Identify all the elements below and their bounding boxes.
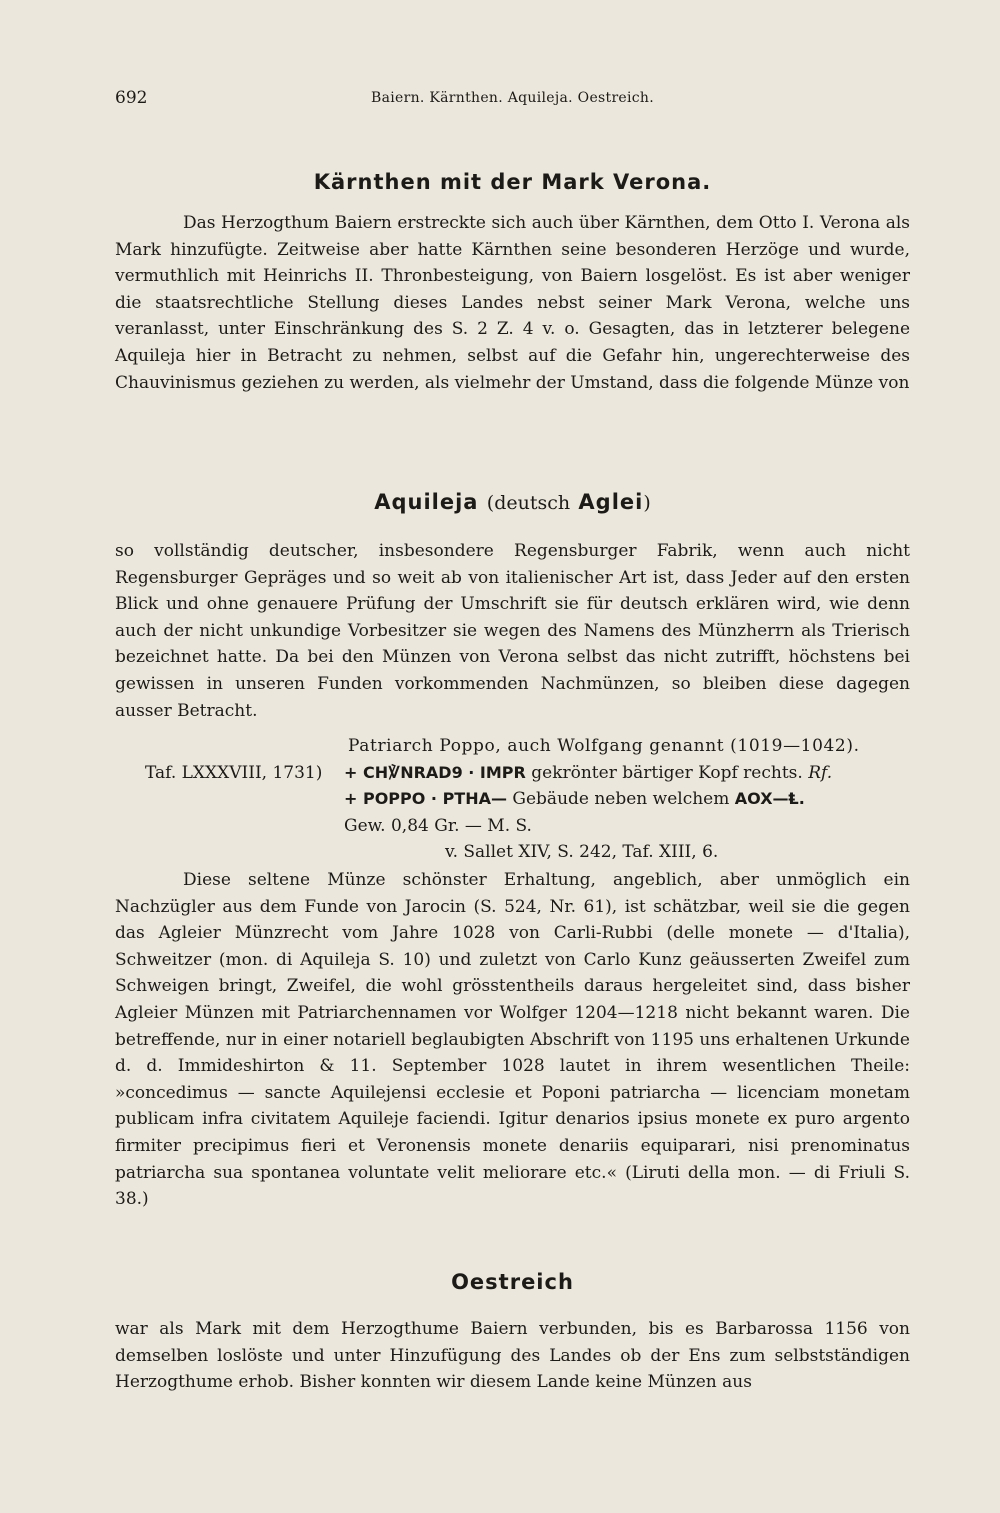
reverse-legend: + POPPO · PTHA—: [344, 789, 507, 809]
reverse-legend-2: AOX—Ⱡ.: [734, 789, 805, 809]
paragraph-oestreich: [115, 1316, 910, 1396]
heading-aglei: Aglei: [578, 490, 644, 514]
heading-aquileja: Aquileja: [374, 490, 479, 514]
paragraph-kaernthen: [115, 210, 910, 396]
reverse-abbreviation: Rf.: [808, 762, 833, 783]
paragraph-aquileja: [115, 538, 910, 724]
coin-reverse-line: [115, 786, 910, 813]
coin-obverse-line: [115, 760, 910, 787]
section-heading-kaernthen: Kärnthen mit der Mark Verona.: [313, 170, 712, 194]
paragraph-text: Diese seltene Münze schönster Erhaltung, angeblich, aber unmöglich ein Nachzügler aus dem Funde von Jarocin (S. 524, Nr. 61), ist schätzbar, weil sie die gegen das Agleier Münzrecht vom Jahre 1028 von Carli-Rubbi (delle monete — d'Italia), Schweitzer (mon. di Aquileja S. 10) und zuletzt von Carlo Kunz geäusserten Zweifel zum Schweigen bringt, Zweifel, die wohl grösstentheils daraus hergeleitet sind, dass bisher Agleier Münzen mit Patriarchennamen vor Wolfger 1204—1218 nicht bekannt waren. Die betreffende, nur in einer notariell beglaubigten Abschrift von 1195 uns erhaltenen Urkunde d. d. Immideshirton & 11. September 1028 lautet in ihrem wesentlichen Theile: »concedimus — sancte Aquilejensi ecclesie et Poponi patriarcha — licenciam monetam publicam infra civitatem Aquileje faciendi. Igitur denarios ipsius monete ex puro argento firmiter precipimus fieri et Veronensis monete denariis equiparari, nisi prenominatus patriarcha sua spontanea voluntate velit meliorare etc.« (Liruti della mon. — di Friuli S. 38.): [115, 870, 910, 1210]
plate-reference: Taf. LXXXVIII, 1731): [145, 762, 323, 783]
heading-deutsch: (deutsch: [486, 492, 571, 514]
coin-weight: Gew. 0,84 Gr. — M. S.: [344, 815, 532, 836]
coin-entry: [115, 733, 910, 866]
paragraph-text: Das Herzogthum Baiern erstreckte sich auch über Kärnthen, dem Otto I. Verona als Mark hinzufügte. Zeitweise aber hatte Kärnthen seine besonderen Herzöge und wurde, vermuthlich mit Heinrichs II. Thronbesteigung, von Baiern losgelöst. Es ist aber weniger die staatsrechtliche Stellung dieses Landes nebst seiner Mark Verona, welche uns veranlasst, unter Einschränkung des S. 2 Z. 4 v. o. Gesagten, das in letzterer belegene Aquileja hier in Betracht zu nehmen, selbst auf die Gefahr hin, ungerechterweise des Chauvinismus geziehen zu werden, als vielmehr der Umstand, dass die folgende Münze von: [115, 213, 910, 393]
running-title: Baiern. Kärnthen. Aquileja. Oestreich.: [370, 90, 655, 106]
obverse-description: gekrönter bärtiger Kopf rechts.: [531, 762, 803, 783]
coin-literature: v. Sallet XIV, S. 242, Taf. XIII, 6.: [445, 842, 719, 863]
section-heading-oestreich: Oestreich: [451, 1270, 574, 1294]
paragraph-text: war als Mark mit dem Herzogthume Baiern verbunden, bis es Barbarossa 1156 von demselben loslöste und unter Hinzufügung des Landes ob der Ens zum selbstständigen Herzogthume erhob. Bisher konnten wir diesem Lande keine Münzen aus: [115, 1319, 910, 1393]
heading-close-paren: ): [643, 492, 651, 514]
coin-reverse: [344, 786, 805, 813]
coin-weight-line: [115, 813, 910, 840]
page-number: 692: [115, 88, 148, 108]
coin-literature-line: [115, 839, 910, 866]
coin-ruler-line: [115, 733, 910, 760]
page-header: [115, 88, 910, 112]
coin-ruler: Patriarch Poppo, auch Wolfgang genannt (1019—1042).: [348, 736, 860, 756]
obverse-legend: + CH℣NRAD9 · IMPR: [344, 762, 526, 782]
reverse-description: Gebäude neben welchem: [512, 789, 730, 810]
paragraph-text: so vollständig deutscher, insbesondere Regensburger Fabrik, wenn auch nicht Regensburger Gepräges und so weit ab von italienischer Art ist, dass Jeder auf den ersten Blick und ohne genauere Prüfung der Umschrift sie für deutsch erklären wird, wie denn auch der nicht unkundige Vorbesitzer sie wegen des Namens des Münzherrn als Trierisch bezeichnet hatte. Da bei den Münzen von Verona selbst das nicht zutrifft, höchstens bei gewissen in unseren Funden vorkommenden Nachmünzen, so bleiben diese dagegen ausser Betracht.: [115, 541, 910, 721]
coin-obverse: [344, 760, 832, 787]
section-heading-aquileja: [115, 490, 910, 514]
paragraph-commentary: [115, 867, 910, 1213]
